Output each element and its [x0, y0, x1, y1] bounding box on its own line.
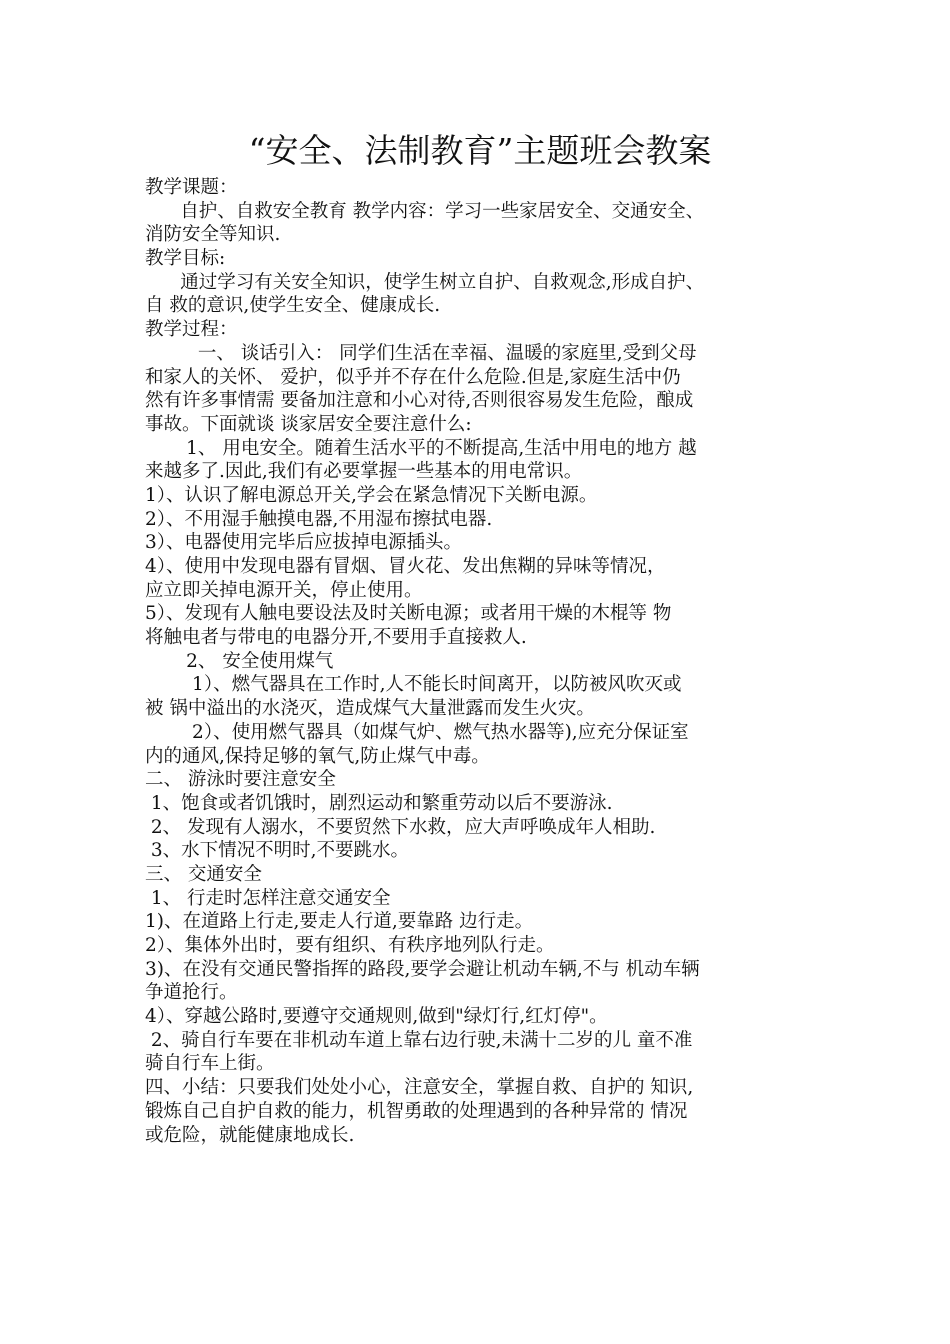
- text-line: 骑自行车上街。: [145, 1053, 275, 1075]
- document-body: [145, 176, 815, 1147]
- text-line: 将触电者与带电的电器分开,不要用手直接救人.: [145, 627, 527, 649]
- text-line: 2）、使用燃气器具（如煤气炉、燃气热水器等),应充分保证室: [145, 721, 689, 743]
- text-line: 争道抢行。: [145, 982, 238, 1004]
- text-line: 2、 安全使用煤气: [145, 650, 334, 672]
- text-line: 3、水下情况不明时,不要跳水。: [145, 840, 410, 862]
- text-line: 2）、不用湿手触摸电器,不用湿布擦拭电器.: [145, 508, 493, 530]
- text-line: 锻炼自己自护自救的能力，机智勇敢的处理遇到的各种异常的 情况: [145, 1100, 688, 1122]
- text-line: 自 救的意识,使学生安全、健康成长.: [145, 295, 441, 317]
- text-line: 教学过程：: [145, 319, 238, 341]
- text-line: 通过学习有关安全知识，使学生树立自护、自救观念,形成自护、: [145, 271, 705, 293]
- text-line: 5）、发现有人触电要设法及时关断电源；或者用干燥的木棍等 物: [145, 603, 672, 625]
- text-line: 二、 游泳时要注意安全: [145, 769, 336, 791]
- text-line: 1）、燃气器具在工作时,人不能长时间离开，以防被风吹灭或: [145, 674, 682, 696]
- text-line: 2、骑自行车要在非机动车道上靠右边行驶,未满十二岁的儿 童不准: [145, 1029, 693, 1051]
- text-line: 来越多了.因此,我们有必要掌握一些基本的用电常识。: [145, 461, 583, 483]
- document-title: “安全、法制教育”主题班会教案: [248, 131, 712, 170]
- text-line: 内的通风,保持足够的氧气,防止煤气中毒。: [145, 745, 490, 767]
- text-line: 1）、认识了解电源总开关,学会在紧急情况下关断电源。: [145, 484, 598, 506]
- text-line: 教学目标:: [145, 248, 226, 270]
- text-line: 四、小结：只要我们处处小心，注意安全，掌握自救、自护的 知识,: [145, 1077, 694, 1099]
- text-line: 被 锅中溢出的水浇灭，造成煤气大量泄露而发生火灾。: [145, 698, 595, 720]
- text-line: 1)、在道路上行走,要走人行道,要靠路 边行走。: [145, 911, 534, 933]
- text-line: 2、 发现有人溺水，不要贸然下水救，应大声呼唤成年人相助.: [145, 816, 656, 838]
- text-line: 2）、集体外出时，要有组织、有秩序地列队行走。: [145, 935, 555, 956]
- document-page: [145, 128, 815, 1147]
- text-line: 和家人的关怀、 爱护，似乎并不存在什么危险.但是,家庭生活中仍: [145, 366, 681, 388]
- text-line: 1、饱食或者饥饿时，剧烈运动和繁重劳动以后不要游泳.: [145, 792, 613, 814]
- text-line: 自护、自救安全教育 教学内容：学习一些家居安全、交通安全、: [145, 200, 705, 222]
- text-line: 1、 用电安全。随着生活水平的不断提高,生活中用电的地方 越: [145, 437, 697, 459]
- text-line: 三、 交通安全: [145, 863, 262, 885]
- text-line: 3）、电器使用完毕后应拔掉电源插头。: [145, 532, 463, 554]
- text-line: 消防安全等知识.: [145, 224, 281, 246]
- text-line: 教学课题：: [145, 177, 238, 198]
- text-line: 应立即关掉电源开关，停止使用。: [145, 579, 423, 601]
- text-line: 1、 行走时怎样注意交通安全: [145, 887, 391, 909]
- text-line: 事故。下面就谈 谈家居安全要注意什么:: [145, 413, 472, 435]
- text-line: 然有许多事情需 要备加注意和小心对待,否则很容易发生危险，酿成: [145, 390, 694, 412]
- text-line: 4）、使用中发现电器有冒烟、冒火花、发出焦糊的异味等情况，: [145, 556, 666, 577]
- text-line: 3)、在没有交通民警指挥的路段,要学会避让机动车辆,不与 机动车辆: [145, 958, 700, 980]
- text-line: 一、 谈话引入： 同学们生活在幸福、温暖的家庭里,受到父母: [145, 342, 697, 364]
- text-line: 或危险，就能健康地成长.: [145, 1124, 355, 1146]
- text-line: 4）、穿越公路时,要遵守交通规则,做到"绿灯行,红灯停"。: [145, 1006, 608, 1028]
